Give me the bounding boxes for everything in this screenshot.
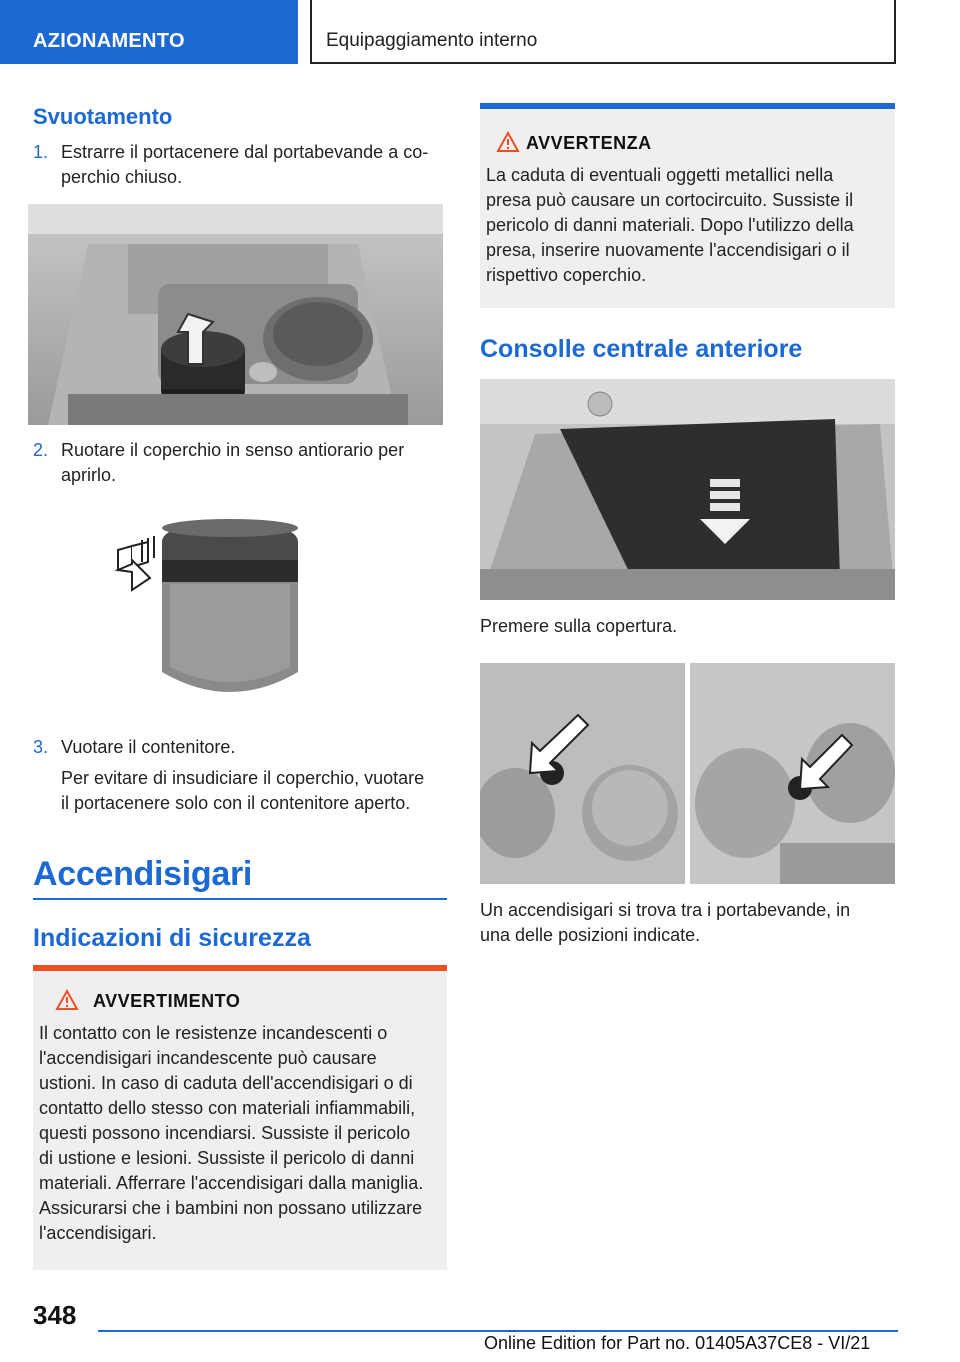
- heading-indicazioni-sicurezza: Indicazioni di sicurezza: [33, 924, 311, 952]
- step-3-note: Per evitare di insudiciare il coperchio, vuotare il portacenere solo con il contenitore aperto.: [61, 768, 425, 813]
- heading-consolle-centrale: Consolle centrale anteriore: [480, 335, 803, 363]
- section-title: AZIONAMENTO: [33, 30, 185, 52]
- warning-box: [33, 965, 447, 1270]
- step-2: [33, 438, 453, 488]
- cigarette-lighter-positions-image: [480, 663, 895, 884]
- step-text: Vuotare il contenitore.: [61, 737, 236, 757]
- ashtray-lid-illustration: [110, 512, 310, 704]
- footer-edition: Online Edition for Part no. 01405A37CE8 - VI/21: [484, 1333, 871, 1353]
- chapter-title: Equipaggiamento interno: [326, 30, 538, 51]
- section-tab: [0, 0, 298, 64]
- caption-lighter-position: Un accendisigari si trova tra i portabevande, in una delle posizioni indicate.: [480, 900, 851, 945]
- heading-rule: [33, 898, 447, 900]
- footer-rule: [98, 1330, 898, 1332]
- warning-bar: [33, 965, 447, 971]
- warning-title: AVVERTIMENTO: [93, 991, 241, 1011]
- caution-bar: [480, 103, 895, 109]
- step-3: [33, 735, 453, 760]
- heading-svuotamento: Svuotamento: [33, 104, 173, 129]
- step-text: Ruotare il coperchio in senso antiorario per aprirlo.: [61, 440, 405, 485]
- step-1: [33, 140, 453, 190]
- caption-premere: Premere sulla copertura.: [480, 616, 678, 636]
- chapter-tab: [310, 0, 896, 64]
- caution-title: AVVERTENZA: [526, 133, 652, 153]
- step-number: 2.: [33, 440, 49, 460]
- warning-text: Il contatto con le resistenze incandescenti o l'accendisigari incandescente può causare ustioni. In caso di caduta dell'accendisigari o di contatto dello stesso con materiali infiammabili, questi possono incendiarsi. Sussiste il pericolo di ustione e lesioni. Sussiste il pericolo di danni materiali. Afferrare l'accendisigari dalla maniglia. Assicurarsi che i bambini non possano utilizzare l'accendisigari.: [39, 1023, 424, 1243]
- step-number: 3.: [33, 737, 49, 757]
- warning-triangle-icon: [55, 989, 79, 1011]
- ashtray-removal-image: [28, 204, 443, 425]
- heading-accendisigari: Accendisigari: [33, 855, 253, 893]
- step-text: Estrarre il portacenere dal portabevande a co‐ perchio chiuso.: [61, 142, 429, 187]
- caution-box: [480, 103, 895, 308]
- caution-text: La caduta di eventuali oggetti metallici nella presa può causare un cortocircuito. Sussiste il pericolo di danni materiali. Dopo l'utilizzo della presa, inserire nuovamente l'accendisigari o il rispettivo coperchio.: [486, 165, 854, 285]
- page-number: 348: [33, 1300, 77, 1330]
- console-cover-image: [480, 379, 895, 600]
- caution-triangle-icon: [496, 131, 520, 153]
- step-number: 1.: [33, 142, 49, 162]
